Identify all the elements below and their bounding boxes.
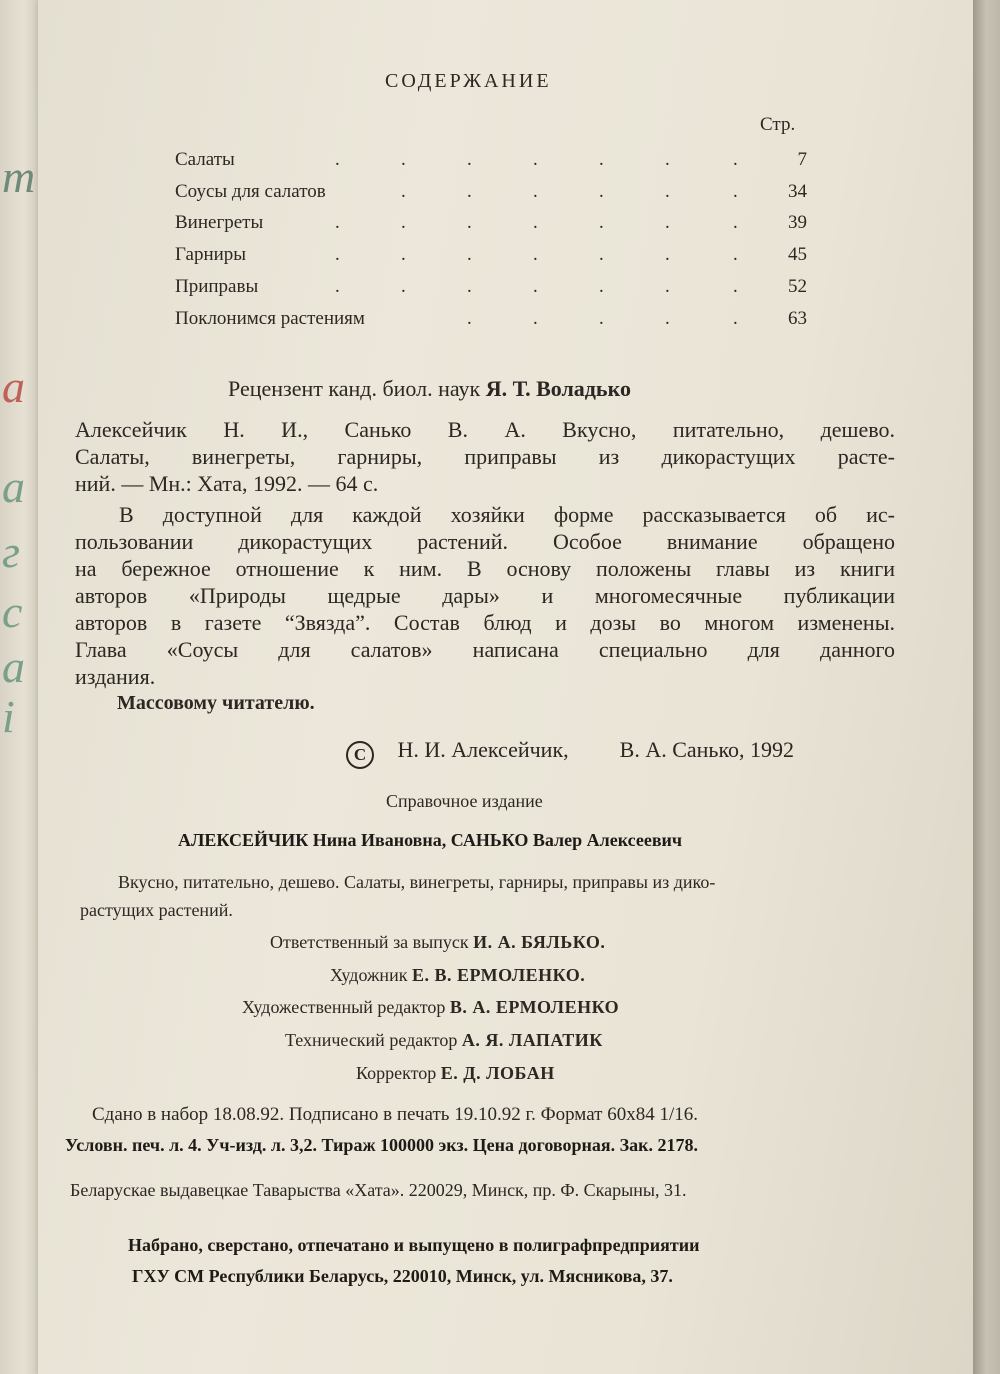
credit-line <box>285 1030 603 1051</box>
credit-role: Художественный редактор <box>242 997 446 1017</box>
printer-line: ГХУ СМ Республики Беларусь, 220010, Минск, ул. Мясникова, 37. <box>132 1266 673 1286</box>
annotation-line: Глава «Соусы для салатов» написана специально для данного <box>75 637 895 662</box>
annotation-line: пользовании дикорастущих растений. Особое внимание обращено <box>75 529 895 554</box>
toc-item-page: 34 <box>788 181 807 202</box>
adjacent-page-edge: т а а г с а і <box>0 0 40 1374</box>
bibliographic-citation <box>75 416 895 497</box>
annotation-line: В доступной для каждой хозяйки форме рассказывается об ис- <box>119 502 895 527</box>
credit-name: И. А. БЯЛЬКО. <box>473 932 606 952</box>
credit-line <box>270 932 605 953</box>
authors-full-names: АЛЕКСЕЙЧИК Нина Ивановна, САНЬКО Валер Алексеевич <box>178 830 683 850</box>
toc-item: Соусы для салатов . . . . . . 34 <box>175 181 807 202</box>
reviewer-name: Я. Т. Воладько <box>485 376 631 401</box>
page-shadow-edge <box>973 0 1000 1374</box>
annotation <box>75 501 895 690</box>
credit-name: В. А. ЕРМОЛЕНКО <box>449 997 620 1017</box>
toc-item-title: Салаты <box>175 149 235 170</box>
print-details-line: Сдано в набор 18.08.92. Подписано в печать 19.10.92 г. Формат 60х84 1/16. <box>92 1104 698 1125</box>
page-column-label: Стр. <box>760 114 796 135</box>
credit-name: Е. Д. ЛОБАН <box>440 1063 555 1083</box>
publisher-line: Беларускае выдавецкае Таварыства «Хата». 220029, Минск, пр. Ф. Скарыны, 31. <box>70 1180 687 1200</box>
contents-heading: СОДЕРЖАНИЕ <box>385 70 552 92</box>
toc-item-title: Приправы <box>175 276 259 297</box>
annotation-line: авторов «Природы щедрые дары» и многомесячные публикации <box>75 583 895 608</box>
toc-item: Приправы . . . . . . . 52 <box>175 276 807 297</box>
toc-item-page: 7 <box>797 149 807 170</box>
printer-line: Набрано, сверстано, отпечатано и выпущено в полиграфпредприятии <box>128 1235 700 1255</box>
toc-item: Гарниры . . . . . . . 45 <box>175 244 807 265</box>
credit-role: Художник <box>330 965 408 985</box>
credit-line <box>330 965 585 986</box>
target-audience: Массовому читателю. <box>117 692 315 714</box>
citation-line: Салаты, винегреты, гарниры, приправы из дикорастущих расте- <box>75 444 895 469</box>
toc-item-page: 52 <box>788 276 807 297</box>
copyright-line <box>346 737 794 769</box>
print-details-line: Условн. печ. л. 4. Уч-изд. л. 3,2. Тираж 100000 экз. Цена договорная. Зак. 2178. <box>65 1135 698 1155</box>
toc-item-title: Винегреты <box>175 212 264 233</box>
copyright-author-2: В. А. Санько, 1992 <box>619 737 795 762</box>
citation-line: Алексейчик Н. И., Санько В. А. Вкусно, питательно, дешево. <box>75 417 895 442</box>
toc-item-page: 39 <box>788 212 807 233</box>
credit-role: Корректор <box>356 1063 437 1083</box>
copyright-author-1: Н. И. Алексейчик, <box>397 737 569 762</box>
copyright-icon: C <box>346 741 374 769</box>
annotation-line: на бережное отношение к ним. В основу положены главы из книги <box>75 556 895 581</box>
edition-type: Справочное издание <box>386 791 543 811</box>
credit-name: А. Я. ЛАПАТИК <box>461 1030 603 1050</box>
credit-role: Технический редактор <box>285 1030 458 1050</box>
toc-item: Поклонимся растениям . . . . . 63 <box>175 308 807 329</box>
reviewer-prefix: Рецензент канд. биол. наук <box>228 376 481 401</box>
citation-line: ний. — Мн.: Хата, 1992. — 64 с. <box>75 471 379 496</box>
toc-item: Винегреты . . . . . . . 39 <box>175 212 807 233</box>
toc-item: Салаты . . . . . . . 7 <box>175 149 807 170</box>
credit-line <box>242 997 619 1018</box>
toc-item-title: Гарниры <box>175 244 247 265</box>
annotation-line: авторов в газете “Звязда”. Состав блюд и дозы во многом изменены. <box>75 610 895 635</box>
reviewer-line <box>228 376 631 402</box>
toc-item-title: Поклонимся растениям <box>175 308 365 329</box>
credit-name: Е. В. ЕРМОЛЕНКО. <box>411 965 586 985</box>
toc-item-page: 45 <box>788 244 807 265</box>
annotation-line: издания. <box>75 664 156 689</box>
credit-role: Ответственный за выпуск <box>270 932 469 952</box>
toc-item-title: Соусы для салатов <box>175 181 326 202</box>
credit-line <box>356 1063 555 1084</box>
book-title-line: Вкусно, питательно, дешево. Салаты, винегреты, гарниры, приправы из дико- <box>118 872 716 892</box>
book-title-line: растущих растений. <box>80 900 233 920</box>
toc-item-page: 63 <box>788 308 807 329</box>
